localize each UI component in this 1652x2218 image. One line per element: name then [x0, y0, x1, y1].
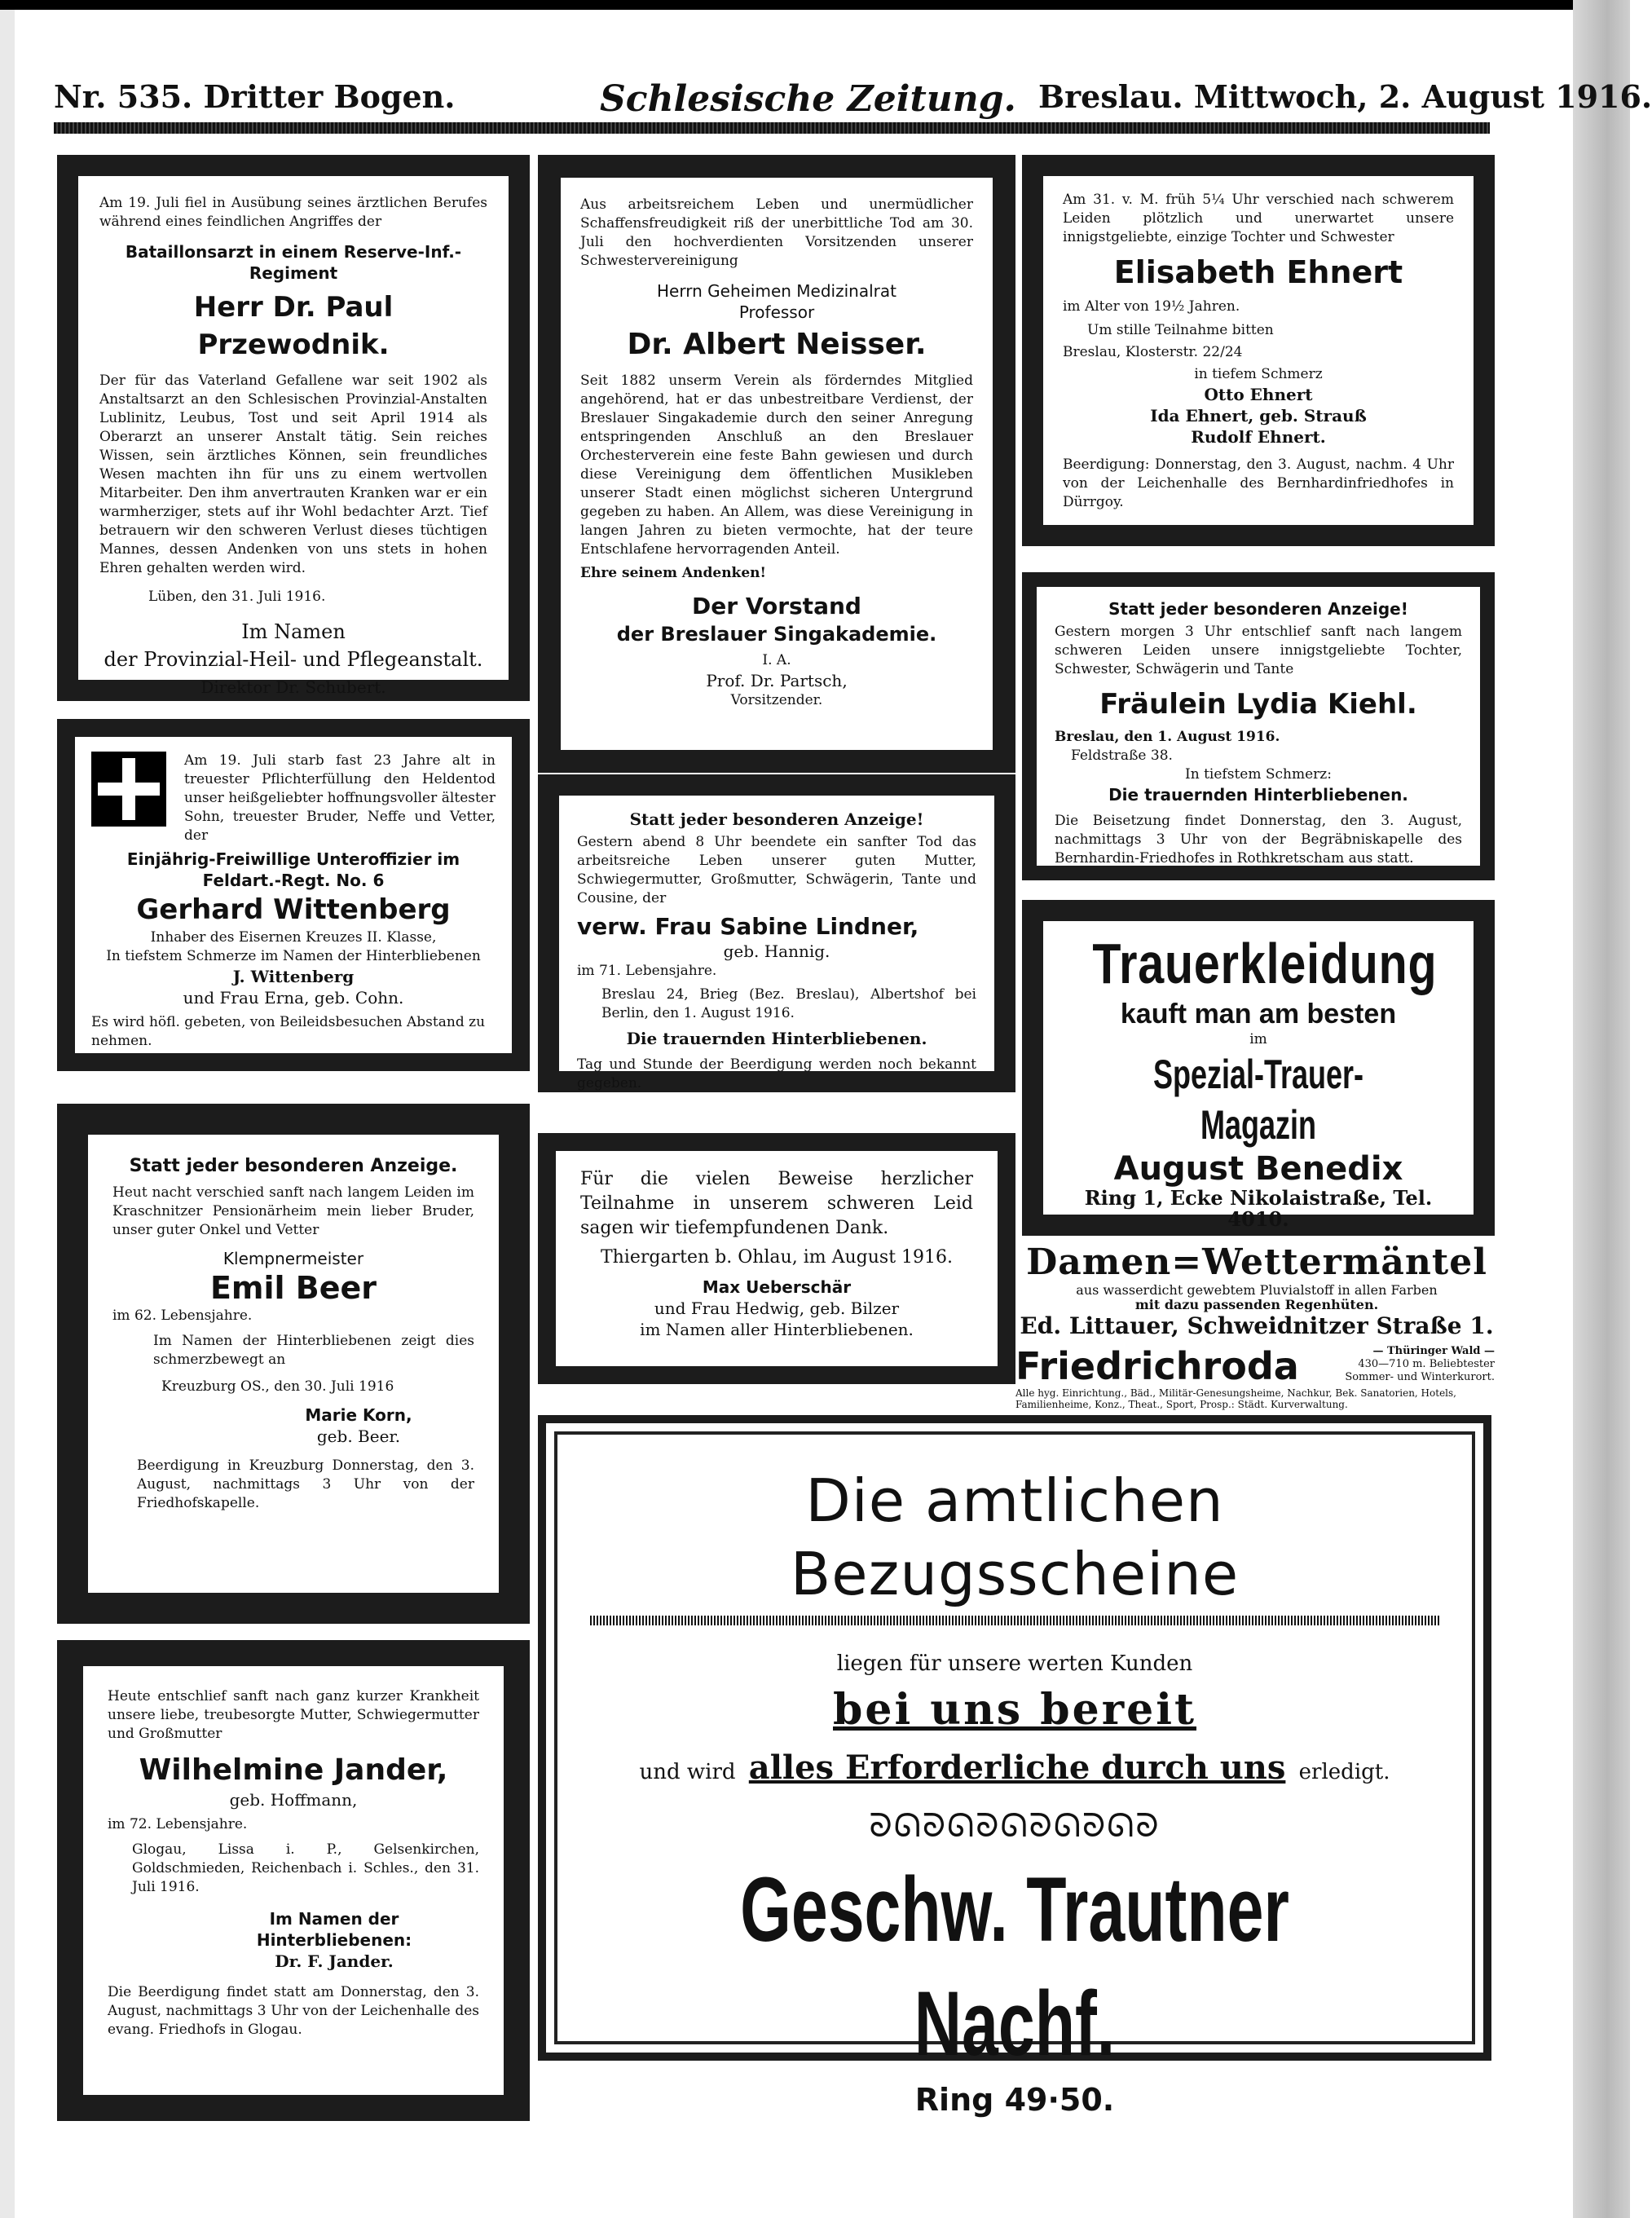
neisser-body: Seit 1882 unserm Verein als förderndes Mitglied angehörend, hat er das unbestreitbare Verdienst, der Breslauer Singakademie durch den seiner Anregung entspringenden Anschluß an den Breslauer Orchesterverein eine feste Bahn gewiesen und durch diese Vereinigung dem öffentlichen Musikleben unserer Stadt einen möglichst sicheren Untergrund gegeben zu haben. An Allem, was diese Vereinigung in langen Jahren zu bieten vermochte, hat der teure Entschlafene hervorragenden Anteil.: [580, 373, 973, 558]
neisser-title1: Herrn Geheimen Medizinalrat: [657, 281, 896, 301]
scan-left-margin: [0, 0, 15, 2218]
issue-number: Nr. 535. Dritter Bogen.: [54, 78, 456, 115]
ehnert-intro: Am 31. v. M. früh 5¼ Uhr verschied nach schwerem Leiden plötzlich und unerwartet unsere innigstgeliebte, einzige Tochter und Schwester: [1063, 192, 1454, 245]
lindner-sign: Die trauernden Hinterbliebenen.: [626, 1029, 927, 1048]
wettermaentel-line1: aus wasserdicht gewebtem Pluvialstoff in allen Farben: [1076, 1282, 1438, 1298]
iron-cross-icon: [91, 752, 166, 827]
wittenberg-rank: Einjährig-Freiwillige Unteroffizier im Feldart.-Regt. No. 6: [126, 849, 460, 890]
wittenberg-sign1: J. Wittenberg: [232, 967, 355, 986]
neisser-sign2: der Breslauer Singakademie.: [616, 623, 937, 646]
przewodnik-name: Herr Dr. Paul Przewodnik.: [193, 291, 394, 361]
ad-trautner: [538, 1415, 1491, 2118]
trautner-inner-frame: [554, 1431, 1475, 2118]
ad-ueberschaer: [538, 1133, 1015, 1384]
trautner-firm: Geschw. Trautner Nachf.: [740, 1859, 1289, 2075]
neisser-intro: Aus arbeitsreichem Leben und unermüdlicher Schaffensfreudigkeit riß der unerbittliche Tod am 30. Juli den hochverdienten Vorsitzenden unserer Schwestervereinigung: [580, 196, 973, 269]
masthead: [54, 78, 1652, 127]
trautner-line3a: und wird: [639, 1760, 736, 1784]
ad-lindner: [538, 774, 1015, 1092]
wittenberg-grief: In tiefstem Schmerze im Namen der Hinterbliebenen: [106, 948, 481, 964]
przewodnik-sign3: Direktor Dr. Schubert.: [200, 677, 386, 697]
lindner-age: im 71. Lebensjahre.: [577, 963, 717, 979]
trautner-line3c: erledigt.: [1298, 1760, 1390, 1784]
trautner-line1: liegen für unsere werten Kunden: [836, 1651, 1193, 1676]
trautner-address: Ring 49·50.: [914, 2082, 1115, 2118]
jander-name: Wilhelmine Jander,: [139, 1753, 448, 1787]
ad-przewodnik: [57, 155, 530, 701]
przewodnik-rank: Bataillonsarzt in einem Reserve-Inf.-Regiment: [125, 242, 462, 283]
ad-wittenberg: [57, 719, 530, 1071]
beer-funeral: Beerdigung in Kreuzburg Donnerstag, den 3. August, nachmittags 3 Uhr von der Friedhofskapelle.: [137, 1457, 474, 1511]
ehnert-family1: Otto Ehnert: [1204, 385, 1313, 404]
ehnert-address: Breslau, Klosterstr. 22/24: [1063, 344, 1243, 360]
lindner-heading: Statt jeder besonderen Anzeige!: [629, 809, 924, 829]
ueberschaer-body: Für die vielen Beweise herzlicher Teilnahme in unserem schweren Leid sagen wir tiefempfundenen Dank.: [580, 1169, 973, 1238]
issue-date: Breslau. Mittwoch, 2. August 1916.: [1038, 78, 1652, 115]
neisser-closing: Ehre seinem Andenken!: [580, 565, 766, 581]
neisser-sign1: Der Vorstand: [692, 593, 861, 620]
ad-jander: [57, 1640, 530, 2121]
ehnert-name: Elisabeth Ehnert: [1113, 254, 1403, 290]
lindner-places: Breslau 24, Brieg (Bez. Breslau), Albertshof bei Berlin, den 1. August 1916.: [601, 986, 976, 1021]
trauerkleidung-line2: kauft man am besten: [1120, 999, 1397, 1030]
masthead-rule: [54, 122, 1490, 134]
lindner-nee: geb. Hannig.: [723, 941, 830, 961]
ad-wettermaentel: [1017, 1242, 1496, 1342]
ad-kiehl: [1022, 572, 1495, 880]
kiehl-grief: In tiefstem Schmerz:: [1185, 766, 1332, 783]
ueberschaer-sign1: Max Ueberschär: [702, 1277, 852, 1297]
ehnert-request: Um stille Teilnahme bitten: [1087, 322, 1274, 338]
wettermaentel-firm: Ed. Littauer, Schweidnitzer Straße 1.: [1020, 1312, 1494, 1339]
beer-sign2: geb. Beer.: [316, 1426, 401, 1446]
lindner-name: verw. Frau Sabine Lindner,: [577, 913, 919, 940]
kiehl-heading: Statt jeder besonderen Anzeige!: [1108, 599, 1408, 619]
trauerkleidung-address: Ring 1, Ecke Nikolaistraße, Tel. 4010.: [1084, 1186, 1433, 1231]
kiehl-place: Breslau, den 1. August 1916.: [1055, 729, 1280, 745]
ehnert-family3: Rudolf Ehnert.: [1191, 427, 1326, 447]
jander-intro: Heute entschlief sanft nach ganz kurzer Krankheit unsere liebe, treubesorgte Mutter, Schwiegermutter und Großmutter: [108, 1688, 479, 1742]
ad-beer: [57, 1104, 530, 1624]
beer-intro: Heut nacht verschied sanft nach langem Leiden im Kraschnitzer Pensionärheim mein lieber Bruder, unser guter Onkel und Vetter: [112, 1184, 474, 1238]
jander-age: im 72. Lebensjahre.: [108, 1816, 248, 1832]
ehnert-family2: Ida Ehnert, geb. Strauß: [1150, 406, 1367, 426]
kiehl-name: Fräulein Lydia Kiehl.: [1099, 688, 1417, 721]
ad-friedrichroda: [1015, 1345, 1496, 1410]
newspaper-title: Schlesische Zeitung.: [600, 78, 1016, 120]
trauerkleidung-line3: im: [1249, 1031, 1267, 1047]
beer-age: im 62. Lebensjahre.: [112, 1307, 253, 1324]
lindner-note: Tag und Stunde der Beerdigung werden noch bekannt gegeben.: [577, 1056, 976, 1091]
trautner-line3: [582, 1749, 1447, 1791]
beer-notice: Im Namen der Hinterbliebenen zeigt dies schmerzbewegt an: [153, 1333, 474, 1368]
friedrichroda-info: [1317, 1345, 1495, 1384]
trautner-headline: Die amtlichen Bezugsscheine: [790, 1466, 1240, 1608]
ad-trauerkleidung: [1022, 900, 1495, 1236]
beer-place: Kreuzburg OS., den 30. Juli 1916: [161, 1378, 394, 1395]
trauerkleidung-firm: August Benedix: [1113, 1150, 1403, 1188]
kiehl-sign: Die trauernden Hinterbliebenen.: [1108, 785, 1408, 805]
jander-sign2: Dr. F. Jander.: [275, 1951, 394, 1971]
neisser-sign5: Vorsitzender.: [730, 692, 823, 708]
kiehl-intro: Gestern morgen 3 Uhr entschlief sanft nach langem schweren Leiden unsere innigstgeliebte Tochter, Schwester, Schwägerin und Tante: [1055, 624, 1462, 677]
lindner-intro: Gestern abend 8 Uhr beendete ein sanfter Tod das arbeitsreiche Leben unserer guten Mutter, Schwiegermutter, Großmutter, Schwägerin, Tante und Cousine, der: [577, 834, 976, 906]
friedrichroda-line3: Alle hyg. Einrichtung., Bäd., Militär-Genesungsheime, Nachkur, Bek. Sanatorien, Hotels, Familienheime, Konz., Theat., Sport, Prosp.: Städt. Kurverwaltung.: [1015, 1387, 1456, 1410]
neisser-title2: Professor: [738, 302, 815, 322]
wittenberg-name: Gerhard Wittenberg: [136, 893, 451, 926]
trauerkleidung-headline: Trauerkleidung: [1092, 932, 1438, 995]
jander-funeral: Die Beerdigung findet statt am Donnerstag, den 3. August, nachmittags 3 Uhr von der Leichenhalle des evang. Friedhofs in Glogau.: [108, 1984, 479, 2038]
trautner-line2: bei uns bereit: [833, 1685, 1196, 1735]
ehnert-grief: in tiefem Schmerz: [1194, 366, 1323, 382]
ad-ehnert: [1022, 155, 1495, 546]
beer-heading: Statt jeder besonderen Anzeige.: [129, 1156, 458, 1176]
top-rule: [0, 0, 1573, 10]
wittenberg-intro: Am 19. Juli starb fast 23 Jahre alt in treuester Pflichterfüllung den Heldentod unser heißgeliebter hoffnungsvoller ältester Sohn, treuester Bruder, Neffe und Vetter, der: [184, 752, 496, 844]
przewodnik-sign1: Im Namen: [241, 620, 346, 643]
wittenberg-note: Es wird höfl. gebeten, von Beileidsbesuchen Abstand zu nehmen.: [91, 1014, 486, 1049]
przewodnik-place-date: Lüben, den 31. Juli 1916.: [148, 589, 326, 605]
wittenberg-honor: Inhaber des Eisernen Kreuzes II. Klasse,: [150, 929, 437, 946]
kiehl-street: Feldstraße 38.: [1071, 747, 1173, 764]
kiehl-funeral: Die Beisetzung findet Donnerstag, den 3. August, nachmittags 3 Uhr von der Begräbniskapelle des Bernhardin-Friedhofes in Rothkretscham aus statt.: [1055, 813, 1462, 866]
przewodnik-body: Der für das Vaterland Gefallene war seit 1902 als Anstaltsarzt an den Schlesischen Provinzial-Anstalten Lublinitz, Leubus, Tost und seit April 1914 als Oberarzt an unserer Anstalt tätig. Sein reiches Wissen, sein ärztliches Können, sein freundliches Wesen machten ihn für uns zu einem wertvollen Mitarbeiter. Den ihm anvertrauten Kranken war er ein warmherziger, stets auf ihr Wohl bedachter Arzt. Tief betrauern wir den schweren Verlust dieses tüchtigen Mannes, dessen Andenken von uns stets in hohen Ehren gehalten werden wird.: [99, 373, 487, 576]
scan-right-margin: [1573, 0, 1630, 2218]
neisser-sign3: I. A.: [762, 652, 791, 668]
ehnert-funeral: Beerdigung: Donnerstag, den 3. August, nachm. 4 Uhr von der Leichenhalle des Bernhardinfriedhofes in Dürrgoy.: [1063, 456, 1454, 510]
jander-places: Glogau, Lissa i. P., Gelsenkirchen, Goldschmieden, Reichenbach i. Schles., den 31. Juli 1916.: [132, 1841, 479, 1895]
wettermaentel-line2: mit dazu passenden Regenhüten.: [1134, 1297, 1379, 1312]
wittenberg-sign2: und Frau Erna, geb. Cohn.: [183, 988, 404, 1008]
jander-sign1: Im Namen der Hinterbliebenen:: [256, 1909, 412, 1950]
trautner-stripe: [590, 1616, 1439, 1625]
ueberschaer-sign2: und Frau Hedwig, geb. Bilzer: [654, 1299, 900, 1318]
trauerkleidung-line4: Spezial-Trauer-Magazin: [1152, 1052, 1364, 1148]
friedrichroda-line2: 430—710 m. Beliebtester Sommer- und Winterkurort.: [1345, 1358, 1495, 1383]
friedrichroda-line1: — Thüringer Wald —: [1372, 1345, 1495, 1357]
ehnert-age: im Alter von 19½ Jahren.: [1063, 298, 1240, 315]
beer-name: Emil Beer: [209, 1270, 377, 1306]
ueberschaer-place: Thiergarten b. Ohlau, im August 1916.: [600, 1247, 954, 1268]
neisser-sign4: Prof. Dr. Partsch,: [706, 671, 848, 690]
beer-sign1: Marie Korn,: [305, 1405, 412, 1425]
ueberschaer-sign3: im Namen aller Hinterbliebenen.: [640, 1320, 914, 1339]
ad-neisser: [538, 155, 1015, 773]
trautner-ornament: ᘐᘏᘐᘏᘐᘏᘐᘏᘐᘏᘐ: [869, 1807, 1161, 1845]
neisser-name: Dr. Albert Neisser.: [627, 328, 927, 361]
przewodnik-sign2: der Provinzial-Heil- und Pflegeanstalt.: [104, 648, 483, 671]
wettermaentel-headline: Damen=Wettermäntel: [1026, 1241, 1487, 1283]
trautner-line3b: alles Erforderliche durch uns: [748, 1748, 1286, 1787]
przewodnik-intro: Am 19. Juli fiel in Ausübung seines ärztlichen Berufes während eines feindlichen Angriffes der: [99, 195, 487, 230]
beer-title: Klempnermeister: [222, 1249, 364, 1268]
jander-nee: geb. Hoffmann,: [229, 1790, 358, 1810]
friedrichroda-name: Friedrichroda: [1015, 1344, 1299, 1388]
